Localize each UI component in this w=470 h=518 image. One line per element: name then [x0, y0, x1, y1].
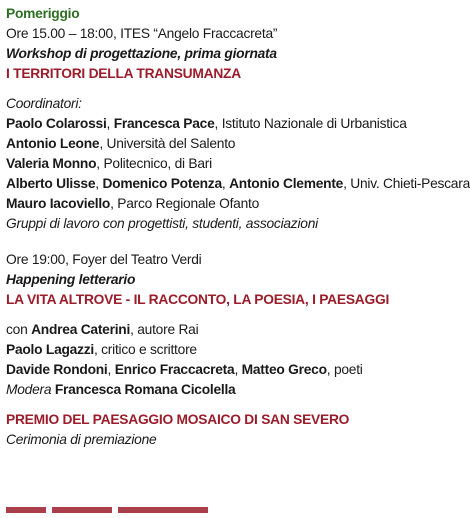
role-text: , [107, 362, 115, 377]
person-name: Francesca Pace [113, 116, 215, 131]
coordinator-line [6, 154, 443, 174]
guest-line [6, 320, 443, 340]
role-text: con [6, 322, 32, 337]
affiliation-text: , [106, 116, 114, 131]
affiliation-text: , Parco Regionale Ofanto [110, 196, 260, 211]
person-name: Matteo Greco [241, 362, 327, 377]
affiliation-text: , Univ. Chieti-Pescara [343, 176, 470, 191]
guest-line [6, 360, 443, 380]
coordinator-line [6, 194, 443, 214]
groups-note: Gruppi di lavoro con progettisti, studenti, associazioni [6, 216, 318, 231]
coordinator-line [6, 174, 470, 194]
evening-event-type: Happening letterario [6, 272, 136, 287]
afternoon-time-place: Ore 15.00 – 18:00, ITES “Angelo Fraccacreta” [6, 26, 278, 41]
role-text: , poeti [326, 362, 363, 377]
affiliation-text: , Università del Salento [99, 136, 236, 151]
award-title: PREMIO DEL PAESAGGIO MOSAICO DI SAN SEVERO [6, 412, 350, 427]
evening-time-place: Ore 19:00, Foyer del Teatro Verdi [6, 252, 202, 267]
person-name: Domenico Potenza [102, 176, 222, 191]
affiliation-text: , [95, 176, 103, 191]
affiliation-text: , [221, 176, 230, 191]
person-name: Andrea Caterini [31, 322, 131, 337]
guest-line [6, 340, 443, 360]
role-text: , autore Rai [130, 322, 199, 337]
afternoon-event-type: Workshop di progettazione, prima giornata [6, 46, 277, 61]
guest-line [6, 380, 443, 400]
role-text: , [234, 362, 242, 377]
award-subtitle: Cerimonia di premiazione [6, 432, 157, 447]
person-name: Francesca Romana Cicolella [54, 382, 236, 397]
afternoon-heading: Pomeriggio [6, 6, 80, 21]
afternoon-title: I TERRITORI DELLA TRANSUMANZA [6, 66, 241, 81]
person-name: Alberto Ulisse [6, 176, 96, 191]
affiliation-text: , Istituto Nazionale di Urbanistica [214, 116, 407, 131]
role-text: , critico e scrittore [93, 342, 197, 357]
coordinators-list [6, 114, 470, 214]
person-name: Paolo Lagazzi [6, 342, 94, 357]
cropped-next-line [6, 500, 214, 512]
evening-title: LA VITA ALTROVE - IL RACCONTO, LA POESIA, I PAESAGGI [6, 292, 390, 307]
person-name: Antonio Clemente [229, 176, 344, 191]
person-name: Mauro Iacoviello [6, 196, 111, 211]
person-name: Antonio Leone [6, 136, 100, 151]
person-name: Paolo Colarossi [6, 116, 107, 131]
coordinator-line [6, 114, 443, 134]
person-name: Enrico Fraccacreta [114, 362, 235, 377]
affiliation-text: , Politecnico, di Bari [96, 156, 212, 171]
coordinators-label: Coordinatori: [6, 96, 82, 111]
person-name: Davide Rondoni [6, 362, 108, 377]
coordinator-line [6, 134, 443, 154]
role-text: Modera [6, 382, 55, 397]
guests-list [6, 320, 443, 400]
person-name: Valeria Monno [6, 156, 97, 171]
